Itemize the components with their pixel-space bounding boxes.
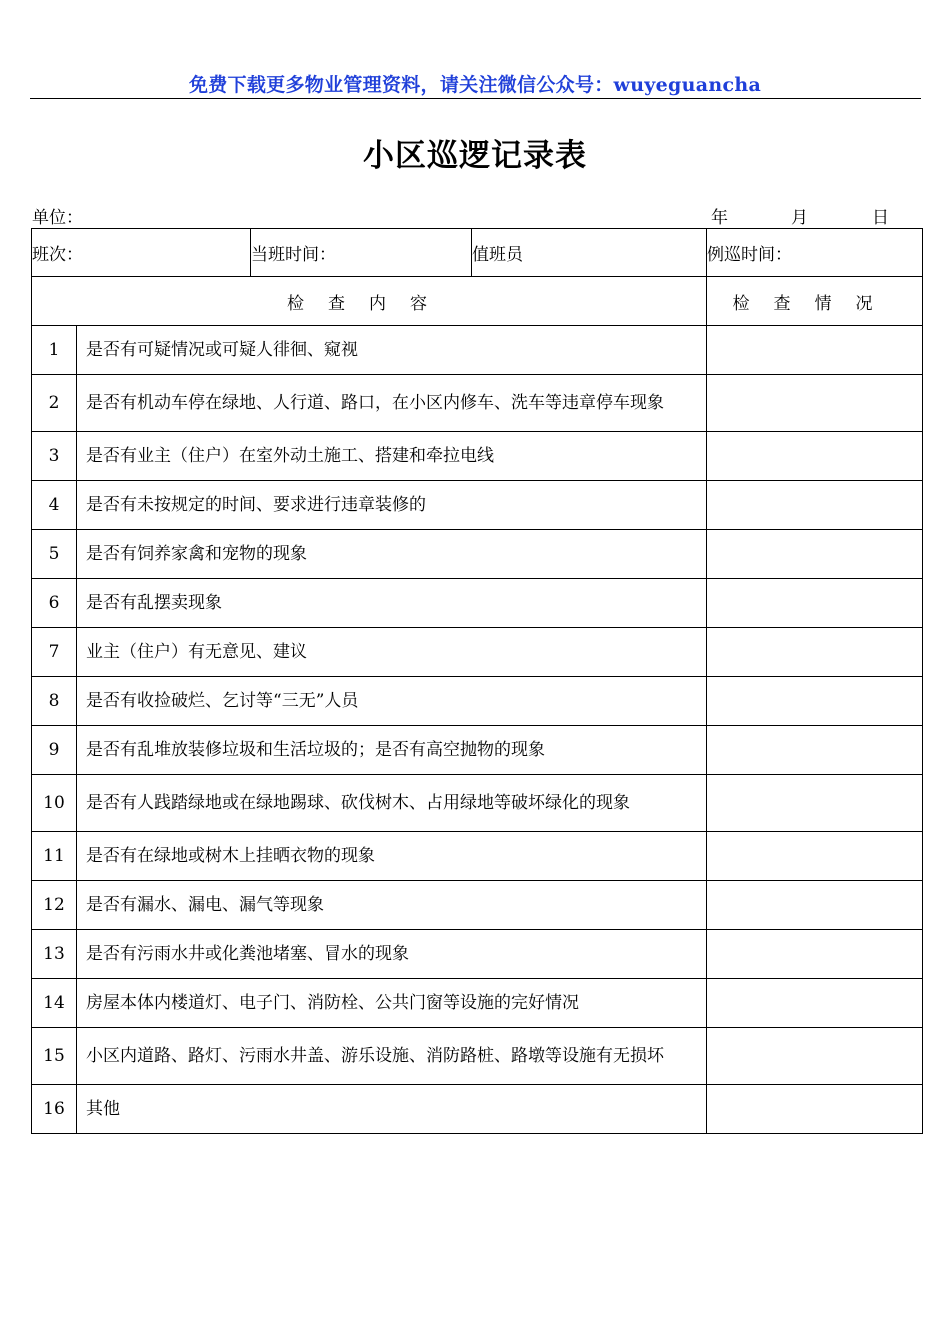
- table-row: [32, 677, 923, 726]
- table-row: [32, 1028, 923, 1085]
- item-description: 是否有可疑情况或可疑人徘徊、窥视: [77, 326, 707, 375]
- table-row: [32, 579, 923, 628]
- item-status-cell[interactable]: [707, 775, 923, 832]
- table-row: [32, 775, 923, 832]
- item-status-cell[interactable]: [707, 375, 923, 432]
- table-row: [32, 326, 923, 375]
- item-status-cell[interactable]: [707, 530, 923, 579]
- item-status-cell[interactable]: [707, 1085, 923, 1134]
- item-status-cell[interactable]: [707, 579, 923, 628]
- table-row: [32, 530, 923, 579]
- table-row: [32, 628, 923, 677]
- unit-label: 单位：: [32, 208, 83, 228]
- item-description: 小区内道路、路灯、污雨水井盖、游乐设施、消防路桩、路墩等设施有无损坏: [77, 1028, 707, 1085]
- table-row: [32, 1085, 923, 1134]
- item-number: 11: [32, 832, 77, 881]
- item-status-cell[interactable]: [707, 726, 923, 775]
- item-status-cell[interactable]: [707, 432, 923, 481]
- status-header-label: 检查情况: [732, 293, 897, 314]
- item-number: 16: [32, 1085, 77, 1134]
- table-row: [32, 375, 923, 432]
- shift-cell[interactable]: 班次：: [32, 229, 251, 277]
- item-number: 1: [32, 326, 77, 375]
- table-row: [32, 832, 923, 881]
- table-row: [32, 481, 923, 530]
- item-number: 12: [32, 881, 77, 930]
- table-row: [32, 432, 923, 481]
- table-row: [32, 881, 923, 930]
- content-column-header: [32, 277, 707, 326]
- item-number: 14: [32, 979, 77, 1028]
- duty-time-cell[interactable]: 当班时间：: [251, 229, 472, 277]
- item-description: 是否有乱堆放装修垃圾和生活垃圾的；是否有高空抛物的现象: [77, 726, 707, 775]
- item-description: 业主（住户）有无意见、建议: [77, 628, 707, 677]
- day-label: 日: [872, 208, 889, 228]
- item-status-cell[interactable]: [707, 881, 923, 930]
- header-row-duty: [32, 229, 923, 277]
- patrol-time-cell[interactable]: 例巡时间：: [707, 229, 923, 277]
- item-status-cell[interactable]: [707, 930, 923, 979]
- month-label: 月: [791, 208, 808, 228]
- item-description: 是否有收捡破烂、乞讨等“三无”人员: [77, 677, 707, 726]
- item-description: 是否有漏水、漏电、漏气等现象: [77, 881, 707, 930]
- item-number: 4: [32, 481, 77, 530]
- table-row: [32, 979, 923, 1028]
- download-banner: 免费下载更多物业管理资料，请关注微信公众号：wuyeguancha: [188, 74, 762, 96]
- item-number: 5: [32, 530, 77, 579]
- item-status-cell[interactable]: [707, 481, 923, 530]
- duty-person-cell[interactable]: 值班员: [472, 229, 707, 277]
- checklist-rows: [32, 326, 923, 1134]
- item-number: 3: [32, 432, 77, 481]
- item-number: 6: [32, 579, 77, 628]
- item-description: 是否有人践踏绿地或在绿地踢球、砍伐树木、占用绿地等破坏绿化的现象: [77, 775, 707, 832]
- item-description: 是否有机动车停在绿地、人行道、路口，在小区内修车、洗车等违章停车现象: [77, 375, 707, 432]
- header-row-columns: [32, 277, 923, 326]
- item-number: 13: [32, 930, 77, 979]
- item-status-cell[interactable]: [707, 1028, 923, 1085]
- item-description: 是否有饲养家禽和宠物的现象: [77, 530, 707, 579]
- table-row: [32, 726, 923, 775]
- page-title: 小区巡逻记录表: [363, 138, 587, 174]
- item-number: 7: [32, 628, 77, 677]
- item-status-cell[interactable]: [707, 832, 923, 881]
- item-description: 是否有乱摆卖现象: [77, 579, 707, 628]
- item-status-cell[interactable]: [707, 677, 923, 726]
- item-description: 是否有未按规定的时间、要求进行违章装修的: [77, 481, 707, 530]
- item-description: 是否有污雨水井或化粪池堵塞、冒水的现象: [77, 930, 707, 979]
- banner-divider: [30, 98, 921, 99]
- year-label: 年: [711, 208, 728, 228]
- item-description: 是否有在绿地或树木上挂晒衣物的现象: [77, 832, 707, 881]
- item-description: 其他: [77, 1085, 707, 1134]
- table-row: [32, 930, 923, 979]
- item-number: 15: [32, 1028, 77, 1085]
- item-status-cell[interactable]: [707, 628, 923, 677]
- item-number: 2: [32, 375, 77, 432]
- item-description: 房屋本体内楼道灯、电子门、消防栓、公共门窗等设施的完好情况: [77, 979, 707, 1028]
- patrol-log-table: [31, 228, 923, 1134]
- item-number: 9: [32, 726, 77, 775]
- status-column-header: [707, 277, 923, 326]
- item-status-cell[interactable]: [707, 326, 923, 375]
- item-status-cell[interactable]: [707, 979, 923, 1028]
- content-header-label: 检查内容: [287, 293, 451, 314]
- item-description: 是否有业主（住户）在室外动土施工、搭建和牵拉电线: [77, 432, 707, 481]
- item-number: 10: [32, 775, 77, 832]
- item-number: 8: [32, 677, 77, 726]
